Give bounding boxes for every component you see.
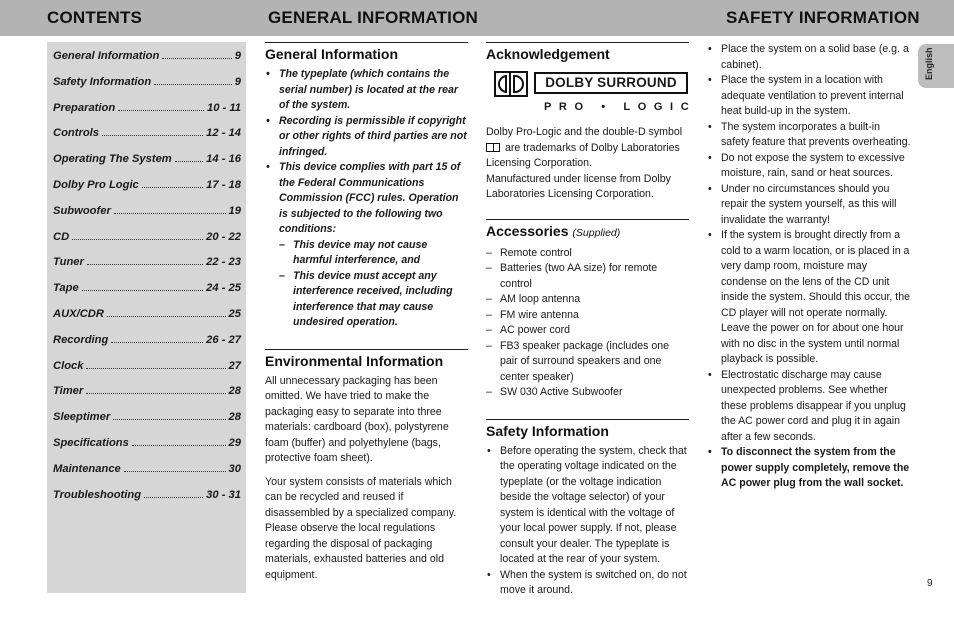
accessory-item: – FM wire antenna <box>486 308 689 324</box>
safety-information-list <box>486 444 689 599</box>
toc-item <box>53 231 241 257</box>
toc-item-page: 17 - 18 <box>206 178 241 191</box>
contents-list <box>47 42 246 514</box>
toc-item-label: Maintenance <box>53 462 121 475</box>
toc-item-page: 30 <box>228 462 241 475</box>
accessory-item: – FB3 speaker package (includes one pair of surround speakers and one center speaker) <box>486 339 689 386</box>
toc-item-label: Sleeptimer <box>53 411 111 424</box>
general-info-item <box>265 160 468 331</box>
toc-item-page: 10 - 11 <box>207 101 241 114</box>
accessory-item: – Remote control <box>486 246 689 262</box>
toc-item-page: 27 <box>228 359 241 372</box>
toc-item-page: 14 - 16 <box>206 153 241 166</box>
toc-item <box>53 437 241 463</box>
safety-item: • Before operating the system, check that the operating voltage indicated on the typeplate (or the voltage indication beside the voltage selector) of your system is identical with the voltage of your local power supply. If not, please consult your dealer. The typeplate is located at the rear of your system. <box>486 444 689 568</box>
toc-leader-dots <box>86 368 225 369</box>
safety-item: • The system incorporates a built-in safety feature that prevents overheating. <box>707 120 911 151</box>
toc-item-label: AUX/CDR <box>53 307 104 320</box>
toc-leader-dots <box>102 135 203 136</box>
safety-item: • Place the system in a location with adequate ventilation to prevent internal heat build-up in the system. <box>707 73 911 120</box>
toc-leader-dots <box>82 290 203 291</box>
accessories-list <box>486 246 689 401</box>
toc-item-page: 28 <box>228 411 241 424</box>
accessory-item: – AC power cord <box>486 323 689 339</box>
toc-item-label: Troubleshooting <box>53 488 142 501</box>
general-info-item: • The typeplate (which contains the serial number) is located at the rear of the system. <box>265 67 468 114</box>
safety-item: • Place the system on a solid base (e.g. a cabinet). <box>707 42 911 73</box>
toc-leader-dots <box>124 471 226 472</box>
toc-item <box>53 360 241 386</box>
toc-leader-dots <box>175 161 203 162</box>
toc-item-label: Tape <box>53 282 79 295</box>
trademark-text-line: Dolby Pro-Logic and the double-D symbol <box>486 126 683 138</box>
safety-item: • Do not expose the system to excessive moisture, rain, sand or heat sources. <box>707 151 911 182</box>
trademark-text-line: are trademarks of Dolby Laboratories Licensing Corporation. <box>486 141 680 169</box>
toc-item-label: Subwoofer <box>53 204 111 217</box>
toc-item <box>53 256 241 282</box>
toc-leader-dots <box>162 58 231 59</box>
toc-item-page: 25 <box>228 307 241 320</box>
toc-item-page: 26 - 27 <box>206 333 241 346</box>
toc-item-page: 12 - 14 <box>206 127 241 140</box>
safety-information-title: SAFETY INFORMATION <box>726 8 920 27</box>
accessories-heading <box>486 219 689 242</box>
general-information-title: GENERAL INFORMATION <box>268 8 478 27</box>
toc-leader-dots <box>86 393 225 394</box>
toc-item <box>53 308 241 334</box>
environmental-information-heading: Environmental Information <box>265 349 468 370</box>
toc-leader-dots <box>87 264 203 265</box>
safety-precautions-list <box>707 42 911 492</box>
toc-item-page: 9 <box>234 50 241 62</box>
general-info-item-text: This device complies with part 15 of the Federal Communications Commission (FCC) rules. Operation is subjected to the following two conditions: <box>279 161 461 235</box>
toc-leader-dots <box>72 239 203 240</box>
safety-item: • When the system is switched on, do not move it around. <box>486 568 689 599</box>
double-d-icon <box>494 71 528 97</box>
toc-item-label: Clock <box>53 359 84 372</box>
toc-leader-dots <box>114 213 226 214</box>
toc-item <box>53 205 241 231</box>
toc-item-label: Preparation <box>53 101 116 114</box>
acknowledgement-heading: Acknowledgement <box>486 42 689 63</box>
general-information-list <box>265 67 468 331</box>
toc-leader-dots <box>142 187 203 188</box>
toc-item <box>53 334 241 360</box>
toc-item <box>53 127 241 153</box>
contents-panel <box>47 42 246 593</box>
accessory-item: – SW 030 Active Subwoofer <box>486 385 689 401</box>
toc-item-label: Safety Information <box>53 75 152 88</box>
toc-item-page: 9 <box>234 75 241 88</box>
toc-item-label: Controls <box>53 127 99 140</box>
safety-item: • If the system is brought directly from a cold to a warm location, or is placed in a very damp room, moisture may condense on the lens of the CD unit inside the system. Should this occur, the CD player will not operate normally. Leave the power on for about one hour with no disc in the system until normal playback is possible. <box>707 228 911 368</box>
pro-logic-logo-text: PRO • LOGIC <box>544 101 697 113</box>
toc-item <box>53 282 241 308</box>
toc-item-page: 22 - 23 <box>206 256 241 269</box>
toc-item-label: Tuner <box>53 256 84 269</box>
toc-item <box>53 179 241 205</box>
toc-leader-dots <box>144 497 203 498</box>
safety-item-disconnect: • To disconnect the system from the power supply completely, remove the AC power plug from the wall socket. <box>707 445 911 492</box>
environmental-paragraph: Your system consists of materials which can be recycled and reused if disassembled by a specialized company. Please observe the local regulations regarding the disposal of packaging materials, exhausted batteries and old equipment. <box>265 475 457 581</box>
toc-item <box>53 411 241 437</box>
accessory-item: – AM loop antenna <box>486 292 689 308</box>
language-tab <box>918 44 954 88</box>
general-info-item: • Recording is permissible if copyright or other rights of third parties are not infringed. <box>265 114 468 161</box>
toc-item-page: 30 - 31 <box>206 488 241 501</box>
contents-title: CONTENTS <box>47 8 143 27</box>
toc-item-label: Timer <box>53 385 84 398</box>
toc-item-label: CD <box>53 230 70 243</box>
fcc-condition: – This device must accept any interference received, including interference that may cause undesired operation. <box>279 269 468 331</box>
toc-item <box>53 489 241 515</box>
toc-item <box>53 385 241 411</box>
toc-leader-dots <box>113 419 225 420</box>
accessories-heading-text: Accessories <box>486 222 569 239</box>
column-acknowledgement <box>486 42 697 599</box>
toc-item-label: Operating The System <box>53 153 172 166</box>
toc-item-label: Specifications <box>53 436 129 449</box>
page-number: 9 <box>927 578 933 589</box>
dolby-surround-logo <box>494 71 697 115</box>
toc-item <box>53 76 241 102</box>
safety-item: • Under no circumstances should you repair the system yourself, as this will invalidate the warranty! <box>707 182 911 229</box>
safety-information-heading: Safety Information <box>486 419 689 440</box>
toc-item <box>53 463 241 489</box>
toc-item-page: 24 - 25 <box>206 282 241 295</box>
general-information-heading: General Information <box>265 42 468 63</box>
fcc-condition: – This device may not cause harmful interference, and <box>279 238 468 269</box>
accessories-note: (Supplied) <box>572 226 621 239</box>
license-text: Manufactured under license from Dolby Laboratories Licensing Corporation. <box>486 172 671 200</box>
toc-leader-dots <box>111 342 203 343</box>
toc-leader-dots <box>107 316 226 317</box>
safety-item: • Electrostatic discharge may cause unexpected problems. See whether these problems disappear if you unplug the AC power cord and plug it in again after a few seconds. <box>707 368 911 446</box>
toc-item-label: General Information <box>53 50 160 62</box>
toc-leader-dots <box>154 84 232 85</box>
accessory-item: – Batteries (two AA size) for remote control <box>486 261 689 292</box>
language-label: English <box>924 47 934 80</box>
column-safety <box>707 42 911 492</box>
toc-item-page: 29 <box>228 436 241 449</box>
toc-item-label: Recording <box>53 333 109 346</box>
toc-item-page: 19 <box>228 204 241 217</box>
environmental-paragraph: All unnecessary packaging has been omitted. We have tried to make the packaging easy to separate into three materials: cardboard (box), polystyrene foam (buffer) and polyethylene (bags, protective foam sheet). <box>265 374 449 464</box>
trademark-text <box>486 125 689 172</box>
fcc-conditions-list <box>279 238 468 331</box>
toc-leader-dots <box>132 445 226 446</box>
toc-item-label: Dolby Pro Logic <box>53 178 139 191</box>
toc-item <box>53 153 241 179</box>
toc-leader-dots <box>118 110 204 111</box>
toc-item-page: 28 <box>228 385 241 398</box>
double-d-icon <box>486 143 500 152</box>
toc-item-page: 20 - 22 <box>206 230 241 243</box>
dolby-surround-logo-text: DOLBY SURROUND <box>534 72 688 94</box>
toc-item <box>53 102 241 128</box>
toc-item <box>53 50 241 76</box>
column-general <box>265 42 468 591</box>
